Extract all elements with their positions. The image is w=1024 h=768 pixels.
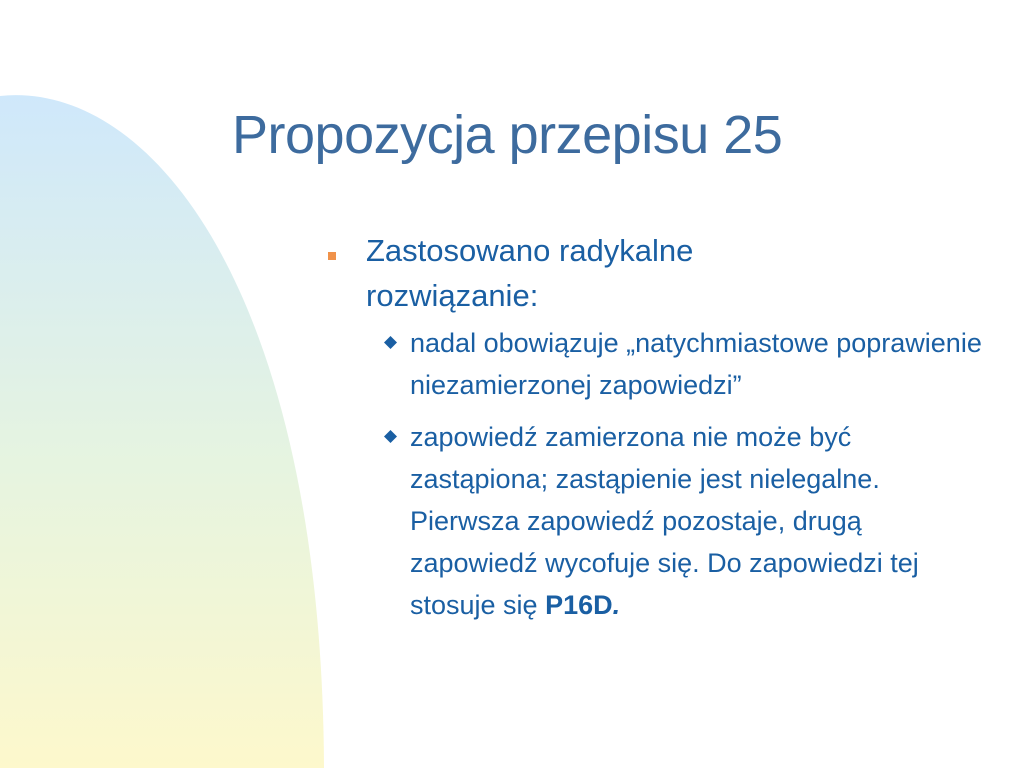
bullet-level2-text: nadal obowiązuje „natychmiastowe poprawienie niezamierzonej zapowiedzi”	[410, 328, 982, 400]
diamond-bullet-icon	[384, 336, 397, 349]
bullet-list	[328, 228, 1000, 636]
sub-bullet-list	[328, 322, 1000, 626]
bullet-text-main: zapowiedź zamierzona nie może być zastąpiona; zastąpienie jest nielegalne. Pierwsza zapowiedź pozostaje, drugą zapowiedź wycofuje się. Do zapowiedzi tej stosuje się	[410, 422, 919, 620]
bullet-level1-text: Zastosowano radykalne rozwiązanie:	[366, 233, 694, 313]
square-bullet-icon	[328, 252, 336, 260]
diamond-bullet-icon	[384, 430, 397, 443]
bullet-level2	[384, 416, 1000, 626]
bullet-level2-text	[410, 416, 960, 626]
bullet-level1	[328, 228, 1000, 318]
bullet-level2	[384, 322, 1000, 406]
slide-title: Propozycja przepisu 25	[232, 105, 783, 165]
rule-reference: P16D	[545, 590, 613, 620]
rule-reference-period: .	[612, 590, 621, 620]
